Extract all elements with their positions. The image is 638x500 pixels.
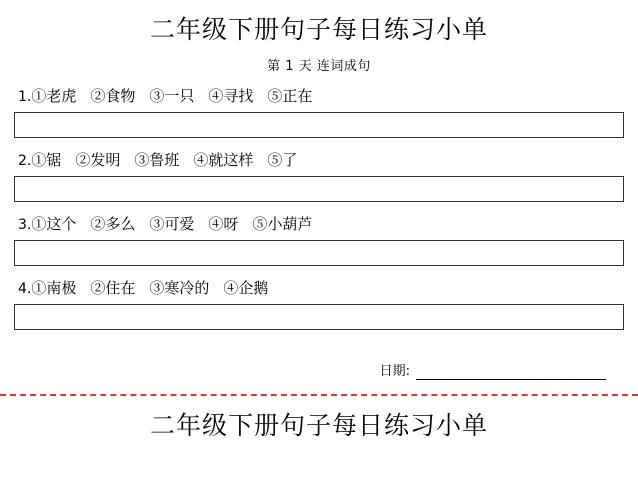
- question-word: ⑤小葫芦: [252, 214, 313, 233]
- question-line: [18, 149, 624, 170]
- question-word: ③鲁班: [134, 150, 180, 169]
- question-word: ②住在: [90, 278, 136, 297]
- question-word: ③可爱: [149, 214, 195, 233]
- question-line: [18, 85, 624, 106]
- question-word: ①这个: [31, 214, 77, 233]
- question-block-4: [14, 277, 624, 330]
- question-word: ③寒冷的: [149, 278, 210, 297]
- answer-box[interactable]: [14, 176, 624, 202]
- question-block-1: [14, 85, 624, 138]
- date-input-line[interactable]: [416, 365, 606, 380]
- page-subtitle: 第 1 天 连词成句: [267, 58, 371, 74]
- answer-box[interactable]: [14, 240, 624, 266]
- date-label: 日期:: [379, 363, 410, 379]
- question-word: ④企鹅: [223, 278, 269, 297]
- question-line: [18, 213, 624, 234]
- answer-box[interactable]: [14, 304, 624, 330]
- question-word: ③一只: [149, 86, 195, 105]
- question-word: ⑤了: [267, 150, 298, 169]
- date-row: [14, 360, 624, 380]
- question-word: ②食物: [90, 86, 136, 105]
- second-page-title: 二年级下册句子每日练习小单: [149, 410, 488, 440]
- question-block-3: [14, 213, 624, 266]
- question-word: ②发明: [75, 150, 121, 169]
- question-block-2: [14, 149, 624, 202]
- question-number: 3.: [18, 216, 32, 233]
- question-number: 2.: [18, 152, 32, 169]
- question-word: ⑤正在: [267, 86, 313, 105]
- answer-box[interactable]: [14, 112, 624, 138]
- question-word: ④寻找: [208, 86, 254, 105]
- cut-line-divider: [0, 394, 638, 396]
- question-word: ①南极: [31, 278, 77, 297]
- question-word: ②多么: [90, 214, 136, 233]
- question-number: 4.: [18, 280, 32, 297]
- worksheet-content: [0, 14, 638, 380]
- page-title: 二年级下册句子每日练习小单: [149, 15, 488, 44]
- question-word: ①老虎: [31, 86, 77, 105]
- question-word: ①锯: [31, 150, 62, 169]
- question-line: [18, 277, 624, 298]
- question-number: 1.: [18, 88, 32, 105]
- worksheet-page: [0, 14, 638, 500]
- question-word: ④呀: [208, 214, 239, 233]
- question-word: ④就这样: [193, 150, 254, 169]
